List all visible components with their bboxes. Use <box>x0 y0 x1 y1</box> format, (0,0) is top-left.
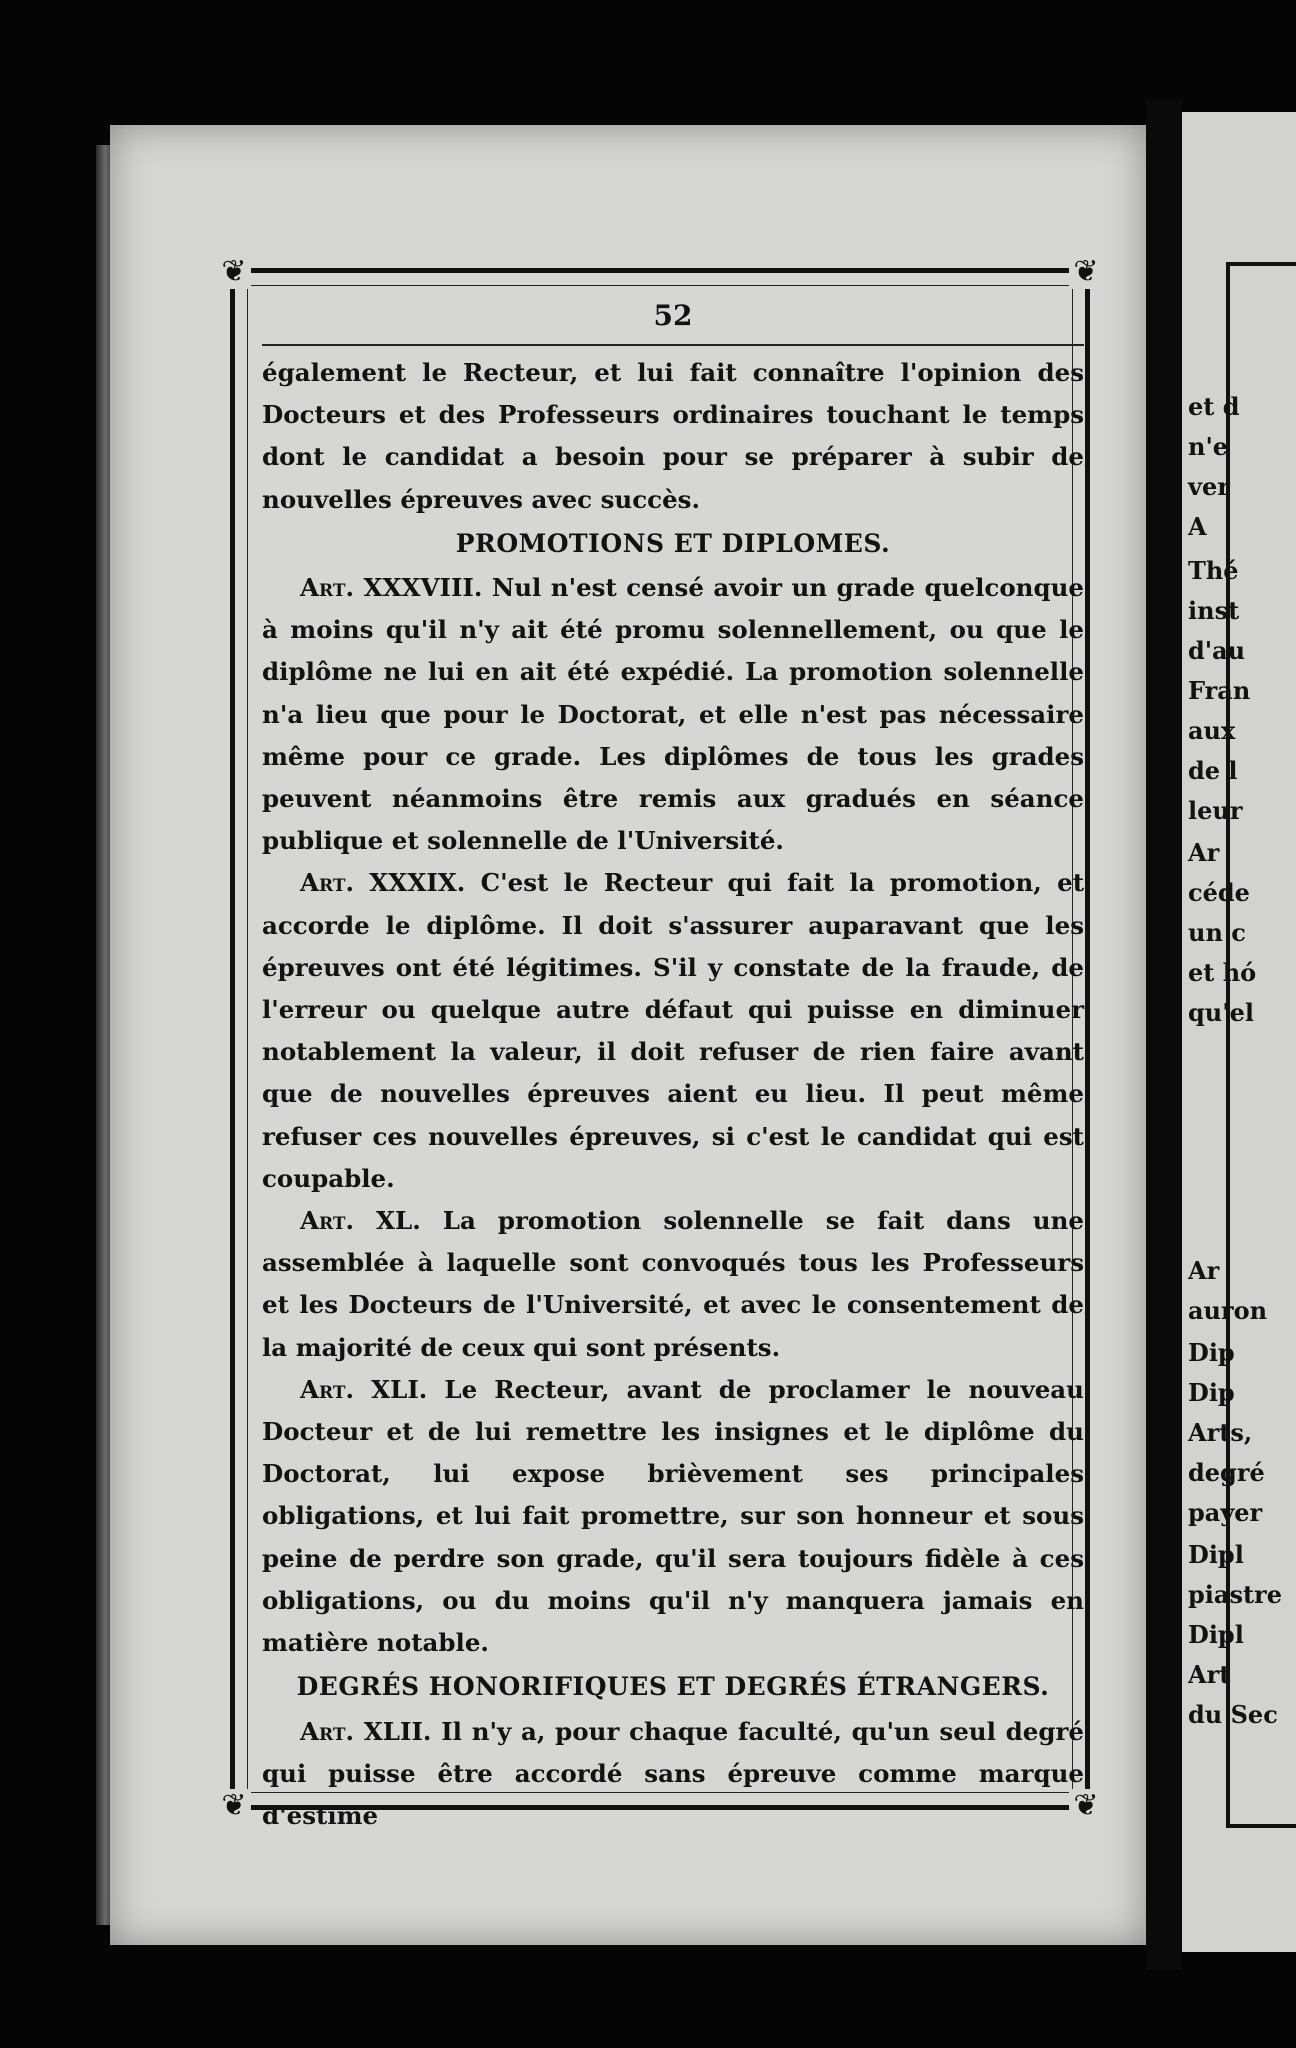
right-page-line-fragment: et hó <box>1188 958 1257 987</box>
right-page-line-fragment: A <box>1188 512 1207 541</box>
right-page-line-fragment: Ar <box>1188 838 1220 867</box>
header-rule <box>262 344 1084 346</box>
article-text: Le Recteur, avant de proclamer le nouveau Docteur et de lui remettre les insignes et le diplôme du Doctorat, lui expose brièvement ses principales obligations, et lui fait promettre, sur son honneur et sous peine de perdre son grade, qu'il sera toujours fidèle à ces obligations, ou du moins qu'il n'y manquera jamais en matière notable. <box>262 1374 1084 1658</box>
article-paragraph <box>262 862 1084 1200</box>
right-page-line-fragment: Ar <box>1188 1256 1220 1285</box>
continued-paragraph: également le Recteur, et lui fait connaître l'opinion des Docteurs et des Professeurs ordinaires touchant le temps dont le candidat a besoin pour se préparer à subir de nouvelles épreuves avec succès. <box>262 358 1084 514</box>
article-paragraph <box>262 1711 1084 1838</box>
page-text <box>262 290 1084 1837</box>
right-page-line-fragment: du Sec <box>1188 1700 1278 1729</box>
right-page-line-fragment: Dip <box>1188 1338 1235 1367</box>
right-page-line-fragment: auron <box>1188 1296 1268 1325</box>
article-text: Il n'y a, pour chaque faculté, qu'un seul degré qui puisse être accordé sans épreuve comme marque d'estime <box>262 1716 1085 1830</box>
corner-ornament-icon: ❦ <box>217 1789 251 1823</box>
right-page-line-fragment: ver <box>1188 472 1230 501</box>
article-number: Art. XXXIX. <box>300 868 466 898</box>
right-page-line-fragment: Dip <box>1188 1378 1235 1407</box>
article-number: Art. XLI. <box>300 1374 428 1404</box>
right-page-line-fragment: Arts, <box>1188 1418 1253 1447</box>
article-paragraph <box>262 567 1084 862</box>
article-number: Art. XXXVIII. <box>300 573 483 603</box>
right-page-line-fragment: n'e <box>1188 432 1229 461</box>
right-page-line-fragment: piastre <box>1188 1580 1282 1609</box>
right-page-line-fragment: Thé <box>1188 556 1239 585</box>
right-page-line-fragment: céde <box>1188 878 1250 907</box>
right-page-frame <box>1226 262 1296 1828</box>
corner-ornament-icon: ❦ <box>1069 1789 1103 1823</box>
article-number: Art. XLII. <box>300 1716 432 1746</box>
right-page-line-fragment: payer <box>1188 1498 1263 1527</box>
right-page-line-fragment: de l <box>1188 756 1238 785</box>
right-page-line-fragment: Fran <box>1188 676 1251 705</box>
right-page-line-fragment: inst <box>1188 596 1240 625</box>
corner-ornament-icon: ❦ <box>1069 255 1103 289</box>
article-text: La promotion solennelle se fait dans une assemblée à laquelle sont convoqués tous les Professeurs et les Docteurs de l'Université, et avec le consentement de la majorité de ceux qui sont présents. <box>262 1206 1084 1362</box>
corner-ornament-icon: ❦ <box>217 255 251 289</box>
right-page-line-fragment: leur <box>1188 796 1243 825</box>
article-text: Nul n'est censé avoir un grade quelconque à moins qu'il n'y ait été promu solennellement, ou que le diplôme ne lui en ait été expédié. La promotion solennelle n'a lieu que pour le Doctorat, et elle n'est pas nécessaire même pour ce grade. Les diplômes de tous les grades peuvent néanmoins être remis aux gradués en séance publique et solennelle de l'Université. <box>262 573 1085 856</box>
book-gutter <box>1146 100 1182 1970</box>
right-page-line-fragment: qu'el <box>1188 998 1254 1027</box>
right-page-line-fragment: Dipl <box>1188 1620 1244 1649</box>
right-page-line-fragment: Art <box>1188 1660 1231 1689</box>
article-paragraph <box>262 1369 1084 1664</box>
right-page-line-fragment: degré <box>1188 1458 1265 1487</box>
right-page-line-fragment: et d <box>1188 392 1240 421</box>
right-page-line-fragment: Dipl <box>1188 1540 1244 1569</box>
article-text: C'est le Recteur qui fait la promotion, et accorde le diplôme. Il doit s'assurer auparavant que les épreuves ont été légitimes. S'il y constate de la fraude, de l'erreur ou quelque autre défaut qui puisse en diminuer notablement la valeur, il doit refuser de rien faire avant que de nouvelles épreuves aient eu lieu. Il peut même refuser ces nouvelles épreuves, si c'est le candidat qui est coupable. <box>262 868 1085 1193</box>
article-paragraph <box>262 1200 1084 1369</box>
article-number: Art. XL. <box>300 1206 421 1236</box>
section-heading: DEGRÉS HONORIFIQUES ET DEGRÉS ÉTRANGERS. <box>296 1672 1050 1702</box>
section-heading: PROMOTIONS ET DIPLOMES. <box>455 528 891 558</box>
right-page-line-fragment: un c <box>1188 918 1246 947</box>
page-number: 52 <box>653 299 693 332</box>
right-page-line-fragment: d'au <box>1188 636 1246 665</box>
right-page-line-fragment: aux <box>1188 716 1236 745</box>
